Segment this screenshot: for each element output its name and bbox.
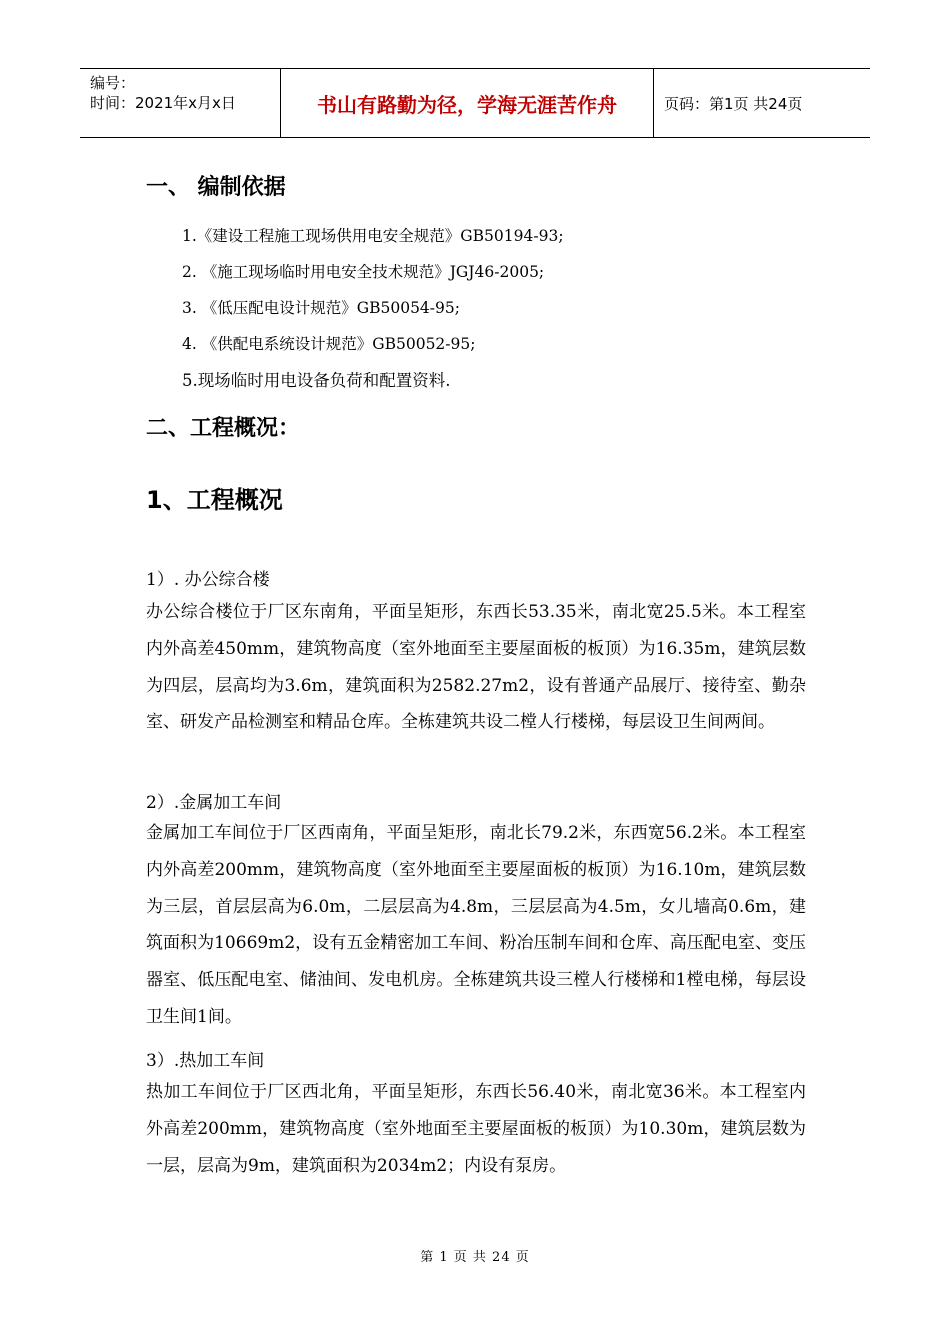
building-description-3: 热加工车间位于厂区西北角，平面呈矩形，东西长56.40米，南北宽36米。本工程室内外高差200mm，建筑物高度（室外地面至主要屋面板的板顶）为10.30m，建筑层数为一层，层高为9m，建筑面积为2034m2；内设有泵房。 — [146, 1082, 806, 1176]
header-motto: 书山有路勤为径，学海无涯苦作舟 — [281, 69, 654, 137]
time-label: 时间：2021年x月x日 — [90, 94, 236, 112]
section-title-basis: 一、 编制依据 — [146, 175, 286, 200]
building-description-2: 金属加工车间位于厂区西南角，平面呈矩形，南北长79.2米，东西宽56.2米。本工程室内外高差200mm，建筑物高度（室外地面至主要屋面板的板顶）为16.10m，建筑层数为三层，首层层高为6.0m，二层层高为4.8m，三层层高为4.5m，女儿墙高0.6m，建筑面积为10669m2，设有五金精密加工车间、粉冶压制车间和仓库、高压配电室、变压器室、低压配电室、储油间、发电机房。全栋建筑共设三樘人行楼梯和1樘电梯，每层设卫生间1间。 — [146, 823, 806, 1027]
reference-item-3: 3. 《低压配电设计规范》GB50054-95; — [182, 299, 460, 317]
header-page-info: 页码：第1页 共24页 — [664, 94, 803, 113]
building-description-1: 办公综合楼位于厂区东南角，平面呈矩形，东西长53.35米，南北宽25.5米。本工程室内外高差450mm，建筑物高度（室外地面至主要屋面板的板顶）为16.35m，建筑层数为四层，层高均为3.6m，建筑面积为2582.27m2，设有普通产品展厅、接待室、勤杂室、研发产品检测室和精品仓库。全栋建筑共设二樘人行楼梯，每层设卫生间两间。 — [146, 602, 806, 733]
number-label: 编号： — [90, 74, 136, 92]
building-heading-3: 3）.热加工车间 — [146, 1051, 265, 1071]
reference-item-5: 5.现场临时用电设备负荷和配置资料. — [182, 371, 451, 390]
header-meta — [80, 69, 281, 137]
building-heading-1: 1）. 办公综合楼 — [146, 570, 270, 590]
section-title-overview: 二、工程概况： — [146, 416, 301, 441]
reference-item-2: 2. 《施工现场临时用电安全技术规范》JGJ46-2005; — [182, 263, 545, 281]
subsection-title-overview: 1、工程概况 — [146, 486, 283, 514]
reference-item-4: 4. 《供配电系统设计规范》GB50052-95; — [182, 335, 476, 353]
document-header — [80, 68, 870, 138]
page-footer: 第 1 页 共 24 页 — [420, 1250, 530, 1265]
reference-item-1: 1.《建设工程施工现场供用电安全规范》GB50194-93; — [182, 227, 564, 245]
building-heading-2: 2）.金属加工车间 — [146, 793, 282, 813]
